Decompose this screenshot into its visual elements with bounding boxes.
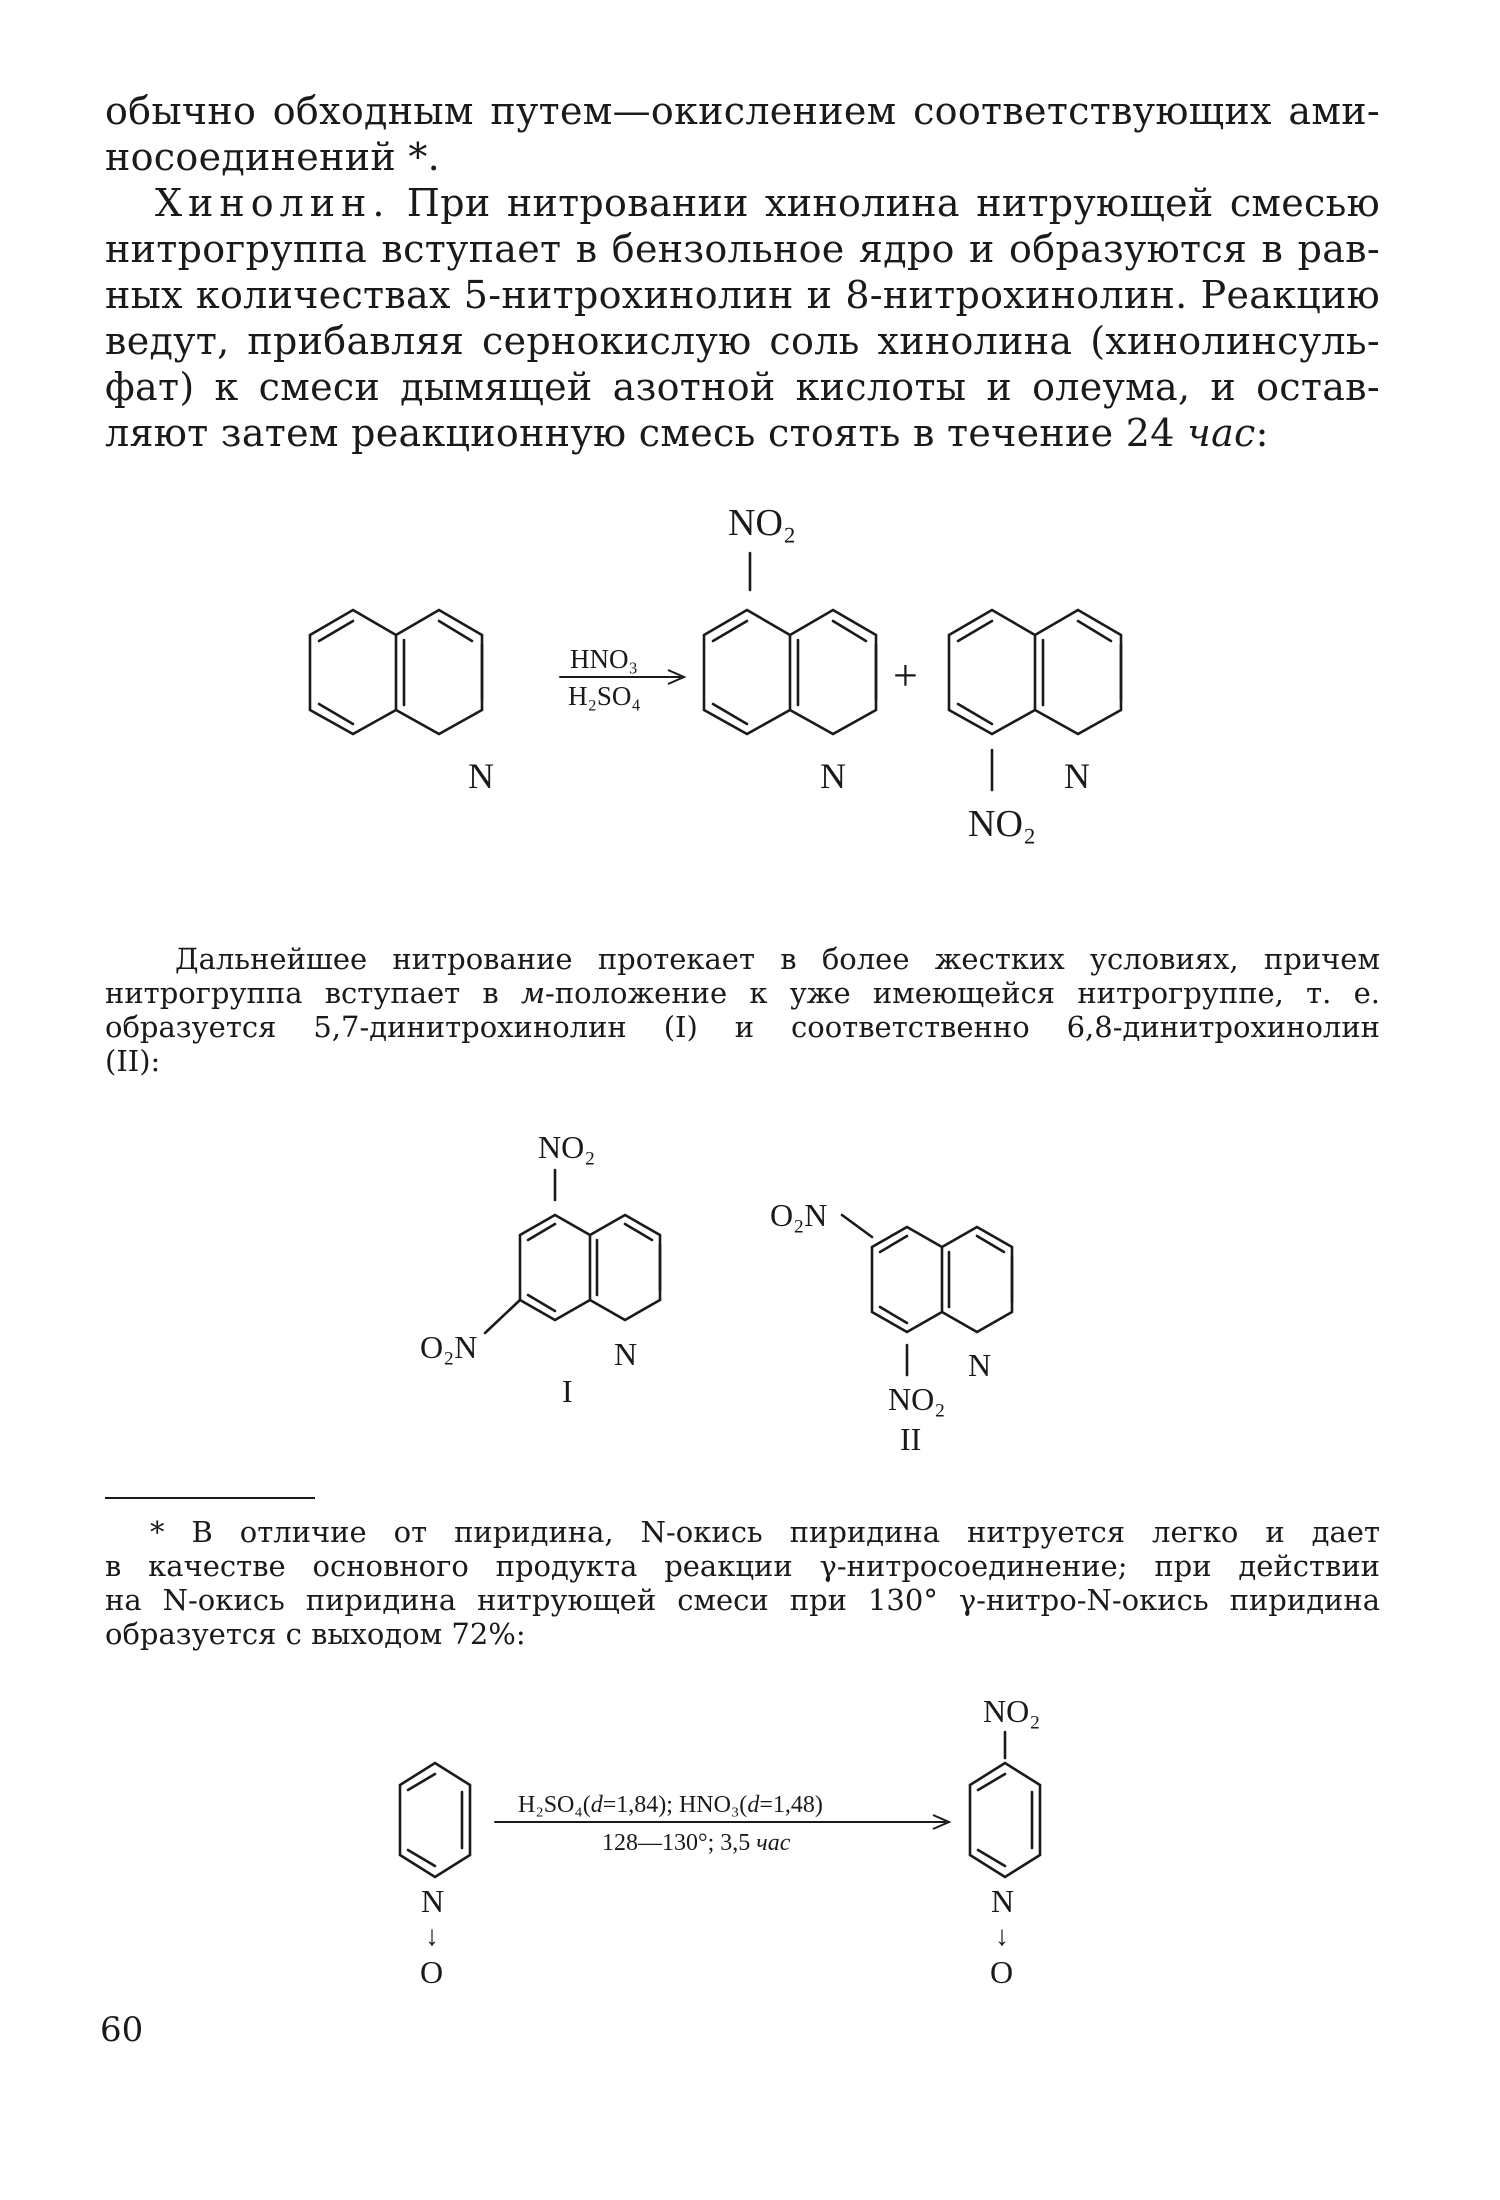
compound-label-I: I <box>562 1373 573 1409</box>
section-heading: Хинолин. <box>155 181 391 225</box>
text-line: обычно обходным путем—окислением соответствующих ами- <box>105 89 1380 133</box>
text-line: носоединений *. <box>105 135 441 179</box>
pyridine-n-oxide-structure <box>400 1763 470 1990</box>
text-fragment: : <box>1255 411 1269 455</box>
nitro-group-label: NO₂ <box>968 803 1037 845</box>
nitro-group-label: NO₂ <box>983 1693 1041 1729</box>
coordinate-bond-arrow: ↓ <box>425 1921 439 1952</box>
italic-text: м <box>520 976 546 1010</box>
coordinate-bond-arrow: ↓ <box>995 1921 1009 1952</box>
nitro-group-label: NO₂ <box>728 502 797 544</box>
ring-nitrogen-label: N <box>421 1883 445 1919</box>
nitro-group-label: NO₂ <box>888 1381 946 1417</box>
ring-nitrogen-label: N <box>1064 756 1090 796</box>
reagent-hno3: HNO₃ <box>570 644 638 674</box>
oxygen-label: O <box>990 1954 1014 1990</box>
nitro-group-label: NO₂ <box>538 1129 596 1165</box>
compound-label-II: II <box>900 1421 922 1457</box>
oxygen-label: O <box>420 1954 444 1990</box>
text-line: * В отличие от пиридина, N-окись пиридина нитруется легко и дает <box>150 1515 1380 1549</box>
text-line: ведут, прибавляя сернокислую соль хинолина (хинолинсуль- <box>105 319 1380 363</box>
ring-nitrogen-label: N <box>968 1347 992 1383</box>
text-fragment: При нитровании хинолина нитрующей смесью <box>390 181 1380 225</box>
text-fragment: -положение к уже имеющейся нитрогруппе, т. е. <box>545 976 1380 1010</box>
text-line: (II): <box>105 1044 161 1078</box>
text-line: образуется с выходом 72%: <box>105 1617 526 1651</box>
ring-nitrogen-label: N <box>991 1883 1015 1919</box>
page-number: 60 <box>100 2010 144 2050</box>
plus-sign: + <box>893 651 918 700</box>
text-line: на N-окись пиридина нитрующей смеси при 130° γ-нитро-N-окись пиридина <box>105 1583 1380 1617</box>
4-nitropyridine-n-oxide-structure <box>970 1693 1040 1990</box>
ring-nitrogen-label: N <box>614 1336 638 1372</box>
nitro-group-label: O₂N <box>770 1197 828 1233</box>
ring-nitrogen-label: N <box>468 756 494 796</box>
text-fragment: ляют затем реакционную смесь стоять в течение 24 <box>105 411 1188 455</box>
text-fragment: нитрогруппа вступает в <box>105 976 521 1010</box>
text-line: фат) к смеси дымящей азотной кислоты и олеума, и остав- <box>105 365 1380 409</box>
reagent-h2so4: H₂SO₄ <box>568 681 641 711</box>
text-line: ных количествах 5-нитрохинолин и 8-нитрохинолин. Реакцию <box>105 273 1380 317</box>
ring-nitrogen-label: N <box>820 756 846 796</box>
reaction-conditions-top: H₂SO₄(d=1,84); HNO₃(d=1,48) <box>518 1792 823 1818</box>
reaction-conditions-bottom: 128—130°; 3,5 час <box>602 1830 791 1856</box>
text-line: образуется 5,7-динитрохинолин (I) и соответственно 6,8-динитрохинолин <box>105 1010 1380 1044</box>
text-line: Дальнейшее нитрование протекает в более жестких условиях, причем <box>175 942 1380 976</box>
italic-unit: час <box>1187 411 1256 455</box>
text-line: в качестве основного продукта реакции γ-нитросоединение; при действии <box>105 1549 1380 1583</box>
text-line: нитрогруппа вступает в бензольное ядро и образуются в рав- <box>105 227 1380 271</box>
nitro-group-label: O₂N <box>420 1329 478 1365</box>
reaction-conditions-arrow <box>495 1792 949 1856</box>
